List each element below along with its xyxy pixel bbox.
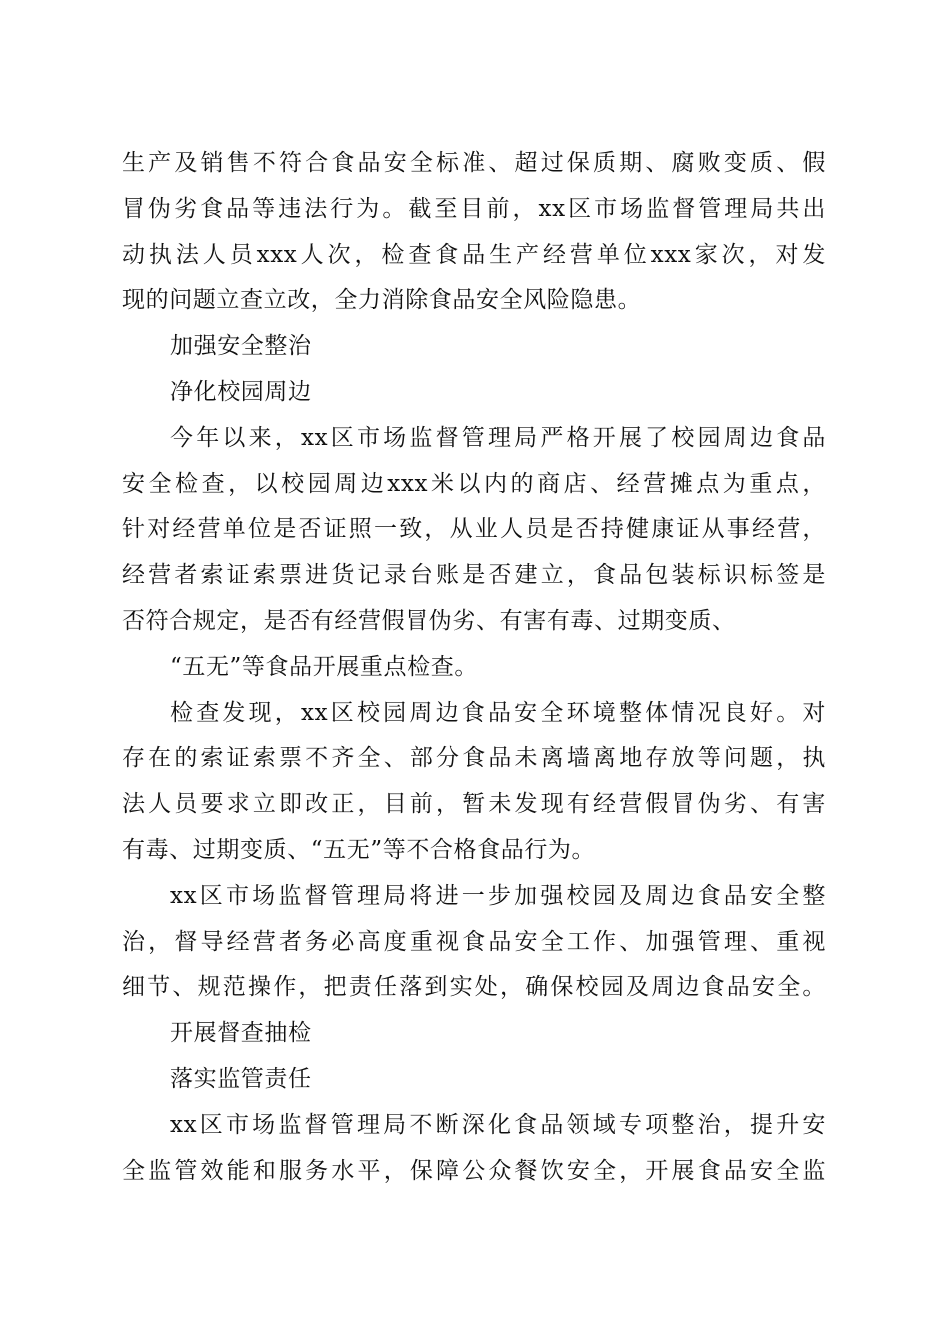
- paragraph-line: 治，督导经营者务必高度重视食品安全工作、加强管理、重视: [122, 928, 826, 955]
- paragraph-line: 针对经营单位是否证照一致，从业人员是否持健康证从事经营，: [122, 516, 826, 543]
- paragraph-line: xx区市场监督管理局不断深化食品领域专项整治，提升安: [170, 1111, 826, 1138]
- paragraph-line: 有毒、过期变质、“五无”等不合格食品行为。: [122, 836, 596, 863]
- paragraph-line: 安全检查，以校园周边xxx米以内的商店、经营摊点为重点，: [122, 470, 826, 497]
- paragraph-line: 法人员要求立即改正，目前，暂未发现有经营假冒伪劣、有害: [122, 791, 826, 818]
- document-body: [122, 141, 826, 1194]
- paragraph-line: 检查发现，xx区校园周边食品安全环境整体情况良好。对: [170, 699, 826, 726]
- paragraph-line: xx区市场监督管理局将进一步加强校园及周边食品安全整: [170, 882, 826, 909]
- section-heading: 落实监管责任: [170, 1065, 312, 1092]
- paragraph-line: 细节、规范操作，把责任落到实处，确保校园及周边食品安全。: [122, 974, 826, 1001]
- paragraph-line: 全监管效能和服务水平，保障公众餐饮安全，开展食品安全监: [122, 1157, 826, 1184]
- paragraph-line: 动执法人员xxx人次，检查食品生产经营单位xxx家次，对发: [122, 241, 826, 268]
- paragraph-line: 生产及销售不符合食品安全标准、超过保质期、腐败变质、假: [122, 150, 826, 176]
- paragraph-line: 存在的索证索票不齐全、部分食品未离墙离地存放等问题，执: [122, 745, 826, 772]
- paragraph-line: 经营者索证索票进货记录台账是否建立，食品包装标识标签是: [122, 562, 826, 589]
- paragraph-line: 冒伪劣食品等违法行为。截至目前，xx区市场监督管理局共出: [122, 195, 826, 222]
- section-heading: 净化校园周边: [170, 378, 312, 405]
- paragraph-line: 现的问题立查立改，全力消除食品安全风险隐患。: [122, 287, 642, 314]
- section-heading: 加强安全整治: [170, 333, 312, 360]
- paragraph-line: “五无”等食品开展重点检查。: [170, 653, 478, 680]
- paragraph-line: 今年以来，xx区市场监督管理局严格开展了校园周边食品: [170, 424, 826, 451]
- section-heading: 开展督查抽检: [170, 1020, 312, 1047]
- paragraph-line: 否符合规定，是否有经营假冒伪劣、有害有毒、过期变质、: [122, 607, 736, 634]
